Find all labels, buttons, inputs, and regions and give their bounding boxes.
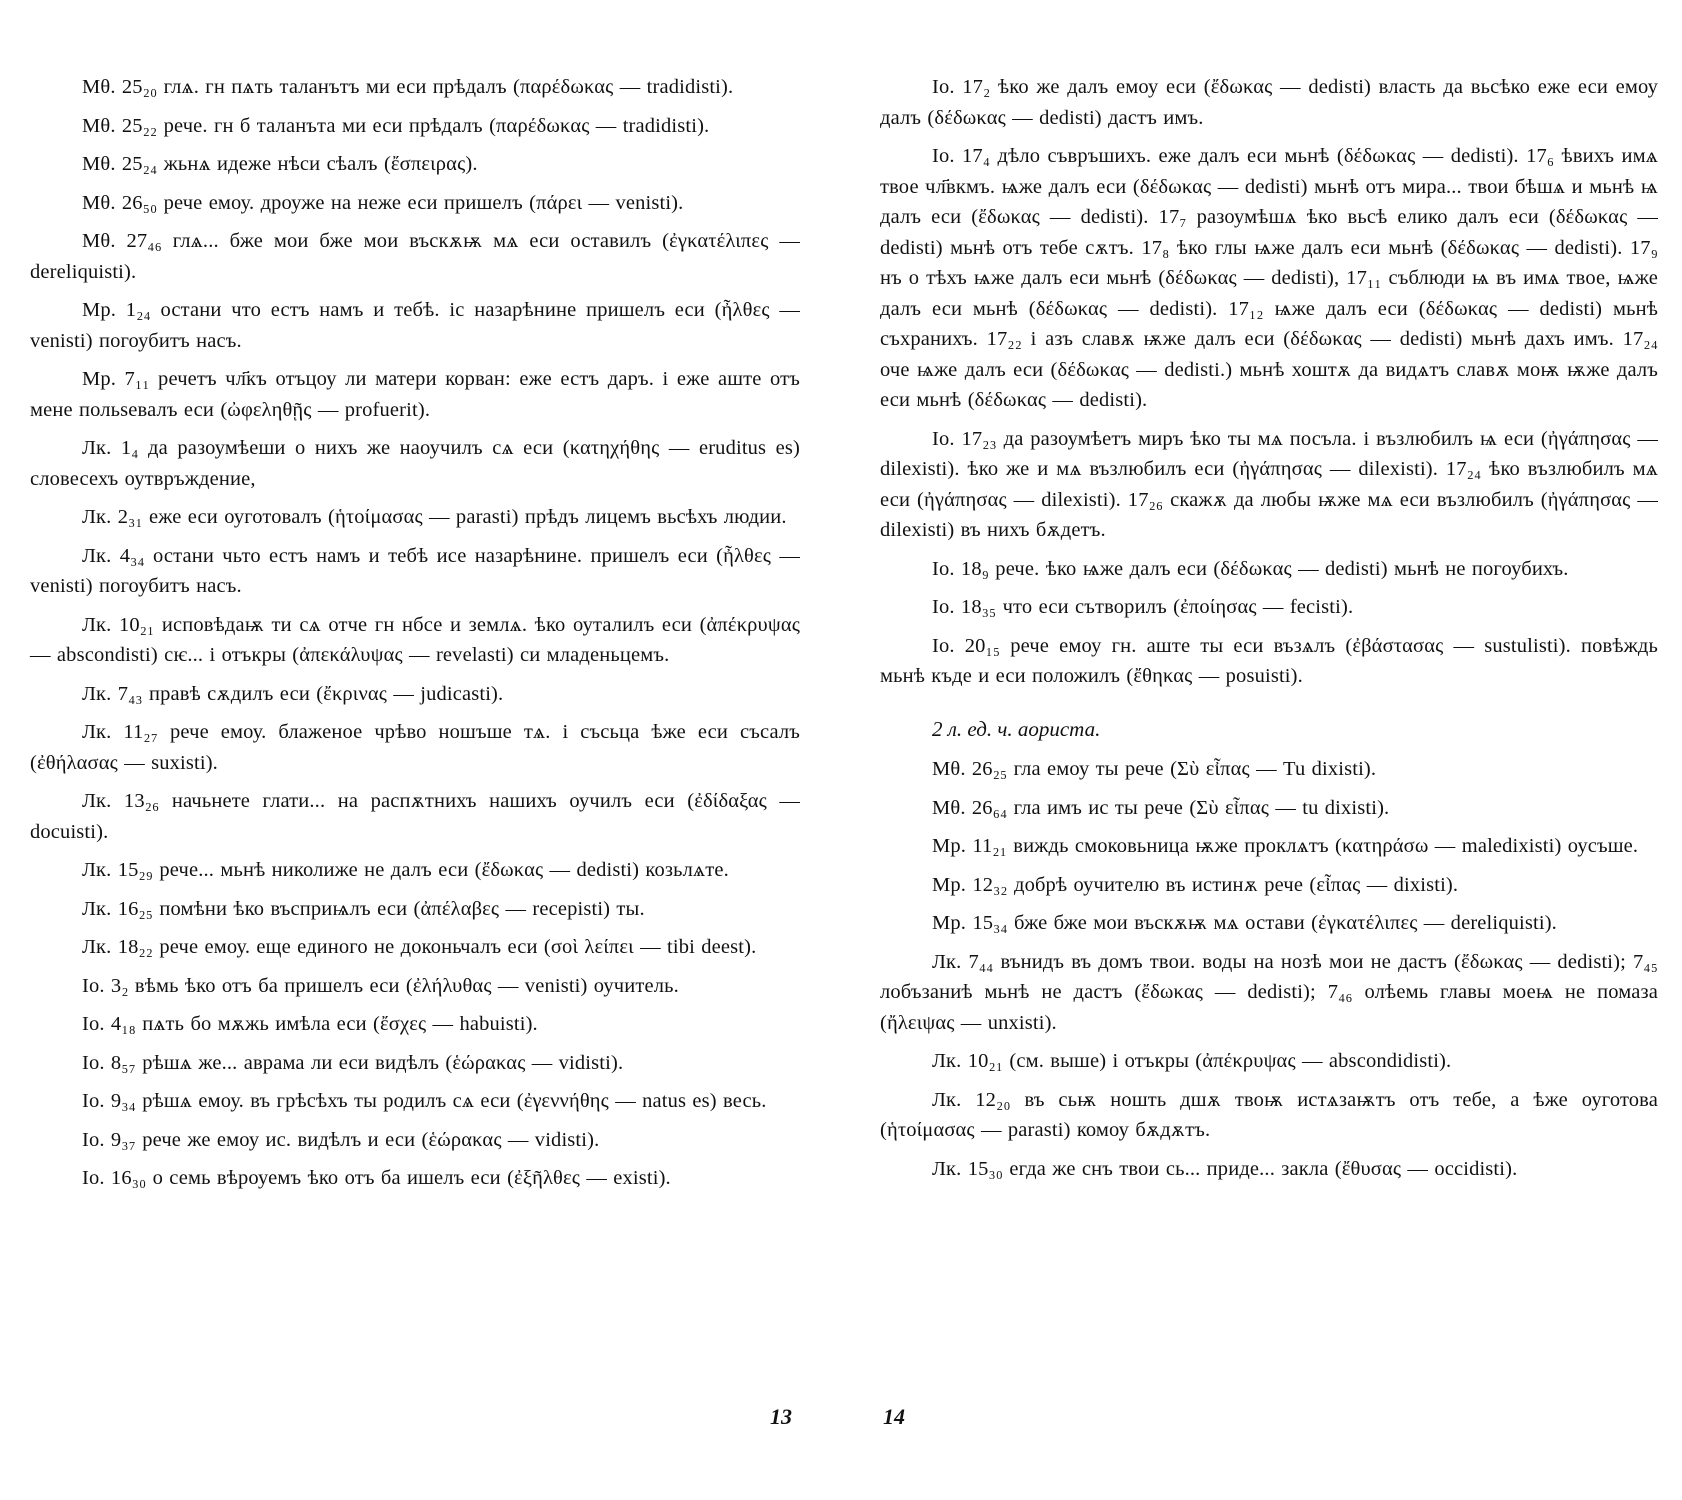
left-entry-3: Мθ. 25₂₄ жьнѧ идеже нѣси сѣалъ (ἔσπειρας). (82, 153, 478, 175)
page-number-left: 13 (770, 1404, 792, 1429)
left-page (30, 72, 800, 1202)
right-entry-4: Іо. 18₉ рече. ѣко ѩже далъ еси (δέδωκας — dedisti) мьнѣ не погоубихъ. (932, 557, 1569, 580)
left-entry-23: Іо. 16₃₀ о семь вѣроуемъ ѣко отъ ба ишелъ еси (ἐξῆλθες — existi). (82, 1167, 671, 1189)
left-entry-11: Лк. 10₂₁ исповѣдаѭ ти сѧ отче гн нбсе и землѧ. ѣко оуталилъ еси (ἀπέκρυψας — abscondisti) сѥ... і отъкры (ἀπεκάλυψας — revelasti) си младеньцемъ. (30, 613, 800, 666)
left-entry-13: Лк. 11₂₇ рече емоу. блаженое чрѣво ношъше тѧ. і съсьца ѣже еси съсалъ (ἐθήλασας — suxisti). (30, 721, 800, 774)
right-page (880, 72, 1658, 1192)
left-entry-20: Іо. 8₅₇ рѣшѧ же... аврама ли еси видѣлъ (ἑώρακας — vidisti). (82, 1051, 624, 1074)
left-entry-8: Лк. 1₄ да разоумѣеши о нихъ же наоучилъ сѧ еси (κατηχήθης — eruditus es) словесехъ оутвръждение, (30, 437, 800, 490)
left-entry-7: Мр. 7₁₁ речетъ чл҃къ отъцоу ли матери корван: еже естъ даръ. і еже аште отъ мене польѕевалъ еси (ὠφεληθῇς — profuerit). (30, 368, 800, 421)
right-entry-10: Мр. 12₃₂ добрѣ оучителю въ истинѫ рече (εἶπας — dixisti). (932, 873, 1459, 896)
left-entry-18: Іо. 3₂ вѣмь ѣко отъ ба пришелъ еси (ἐλήλυθας — venisti) оучитель. (82, 974, 679, 997)
right-entry-14: Лк. 12₂₀ въ сьѭ ношть дшѫ твоѭ истѧзаѭтъ отъ тебе, а ѣже оуготова (ἡτοίμασας — parasti) комоу бѫдѫтъ. (880, 1088, 1658, 1141)
right-entry-1: Іо. 17₂ ѣко же далъ емоу еси (ἔδωκας — dedisti) власть да вьсѣко еже еси емоу далъ (δέδωκας — dedisti) дастъ имъ. (880, 76, 1658, 129)
right-entry-7: Мθ. 26₂₅ гла емоу ты рече (Σὺ εἶπας — Tu dixisti). (932, 758, 1377, 780)
left-entry-21: Іо. 9₃₄ рѣшѧ емоу. въ грѣсѣхъ ты родилъ сѧ еси (ἐγεννήθης — natus es) весь. (82, 1090, 767, 1112)
page-number-right: 14 (883, 1404, 905, 1429)
right-entry-3: Іо. 17₂₃ да разоумѣетъ миръ ѣко ты мѧ посъла. і възлюбилъ ѩ еси (ἠγάπησας — dilexisti). ѣко же и мѧ възлюбилъ еси (ἠγάπησας — dilexisti). 17₂₄ ѣко възлюбилъ мѧ еси (ἠγάπησας — dilexisti). 17₂₆ скажѫ да любы ѭже мѧ еси възлюбилъ (ἠγάπησας — dilexisti) въ нихъ бѫдетъ. (880, 427, 1658, 541)
left-entry-5: Мθ. 27₄₆ глѧ... бже мои бже мои въскѫѭ мѧ еси оставилъ (ἐγκατέλιπες — dereliquisti). (30, 230, 800, 283)
left-entry-17: Лк. 18₂₂ рече емоу. еще единого не доконьчалъ еси (σοὶ λείπει — tibi deest). (82, 936, 757, 958)
left-entry-12: Лк. 7₄₃ правѣ сѫдилъ еси (ἔκρινας — judicasti). (82, 682, 504, 705)
right-entry-6: Іо. 20₁₅ рече емоу гн. аште ты еси възѧлъ (ἐβάστασας — sustulisti). повѣждь мьнѣ къде и еси положилъ (ἔθηκας — posuisti). (880, 634, 1658, 687)
left-entry-1: Мθ. 25₂₀ глѧ. гн пѧть таланътъ ми еси прѣдалъ (παρέδωκας — tradidisti). (82, 76, 734, 98)
right-entry-13: Лк. 10₂₁ (см. выше) і отъкры (ἀπέκρυψας — abscondidisti). (932, 1050, 1452, 1072)
left-entry-2: Мθ. 25₂₂ рече. гн б таланъта ми еси прѣдалъ (παρέδωκας — tradidisti). (82, 114, 710, 137)
right-entry-5: Іо. 18₃₅ что еси сътворилъ (ἐποίησας — fecisti). (932, 596, 1354, 618)
left-entry-4: Мθ. 26₅₀ рече емоу. дроуже на неже еси пришелъ (πάρει — venisti). (82, 191, 684, 214)
right-entry-2: Іо. 17₄ дѣло съвръшихъ. еже далъ еси мьнѣ (δέδωκας — dedisti). 17₆ ѣвихъ имѧ твое чл҃вкмъ. ѩже далъ еси (δέδωκας — dedisti) мьнѣ отъ мира... твои бѣшѧ и мьнѣ ѩ далъ еси (ἔδωκας — dedisti). 17₇ разоумѣшѧ ѣко вьсѣ елико далъ еси (δέδωκας — dedisti) мьнѣ отъ тебе сѫтъ. 17₈ ѣко глы ѩже далъ еси мьнѣ (δέδωκας — dedisti). 17₉ нъ о тѣхъ ѩже далъ еси мьнѣ (δέδωκας — dedisti), 17₁₁ съблюди ѩ въ имѧ твое, ѩже далъ еси мьнѣ (δέδωκας — dedisti). 17₁₂ ѩже далъ еси (δέδωκας — dedisti) мьнѣ съхранихъ. 17₂₂ і азъ славѫ ѭже далъ еси (δέδωκας — dedisti) мьнѣ дахъ имъ. 17₂₄ оче ѩже далъ еси (δέδωκας — dedisti.) мьнѣ хоштѫ да видѧтъ славѫ моѭ ѭже далъ еси мьнѣ (δέδωκας — dedisti). (880, 145, 1658, 411)
right-entry-8: Мθ. 26₆₄ гла имъ ис ты рече (Σὺ εἶπας — tu dixisti). (932, 796, 1390, 819)
left-entry-10: Лк. 4₃₄ остани чьто естъ намъ и тебѣ исе назарѣнине. пришелъ еси (ἦλθες — venisti) погоубитъ насъ. (30, 544, 800, 597)
right-entry-15: Лк. 15₃₀ егда же снъ твои сь... приде... закла (ἔθυσας — occidisti). (932, 1157, 1518, 1180)
right-entry-9: Мр. 11₂₁ виждь смоковьница ѭже проклѧтъ (κατηράσω — maledixisti) оусъше. (932, 835, 1639, 857)
right-entry-12: Лк. 7₄₄ вънидъ въ домъ твои. воды на нозѣ мои не дастъ (ἔδωκας — dedisti); 7₄₅ лобъзаниѣ мьнѣ не дастъ (ἔδωκας — dedisti); 7₄₆ олѣемь главы моеѩ не помаза (ἤλειψας — unxisti). (880, 950, 1658, 1034)
left-entry-22: Іо. 9₃₇ рече же емоу ис. видѣлъ и еси (ἑώρακας — vidisti). (82, 1128, 600, 1151)
section-heading: 2 л. ед. ч. аориста. (932, 716, 1101, 741)
left-entry-14: Лк. 13₂₆ начьнете глати... на распѫтнихъ нашихъ оучилъ еси (ἐδίδαξας — docuisti). (30, 790, 800, 843)
left-entry-19: Іо. 4₁₈ пѧть бо мѫжь имѣла еси (ἔσχες — habuisti). (82, 1013, 538, 1035)
left-entry-6: Мр. 1₂₄ остани что естъ намъ и тебѣ. іс назарѣнине пришелъ еси (ἦλθες — venisti) погоубитъ насъ. (30, 299, 800, 352)
right-entry-11: Мр. 15₃₄ бже бже мои въскѫѭ мѧ остави (ἐγκατέλιπες — dereliquisti). (932, 912, 1557, 934)
left-entry-16: Лк. 16₂₅ помѣни ѣко въсприѩлъ еси (ἀπέλαβες — recepisti) ты. (82, 897, 645, 920)
left-entry-15: Лк. 15₂₉ рече... мьнѣ николиже не далъ еси (ἔδωκας — dedisti) козьлѧте. (82, 859, 729, 881)
left-entry-9: Лк. 2₃₁ еже еси оуготовалъ (ἡτοίμασας — parasti) прѣдъ лицемъ вьсѣхъ людии. (82, 506, 787, 528)
